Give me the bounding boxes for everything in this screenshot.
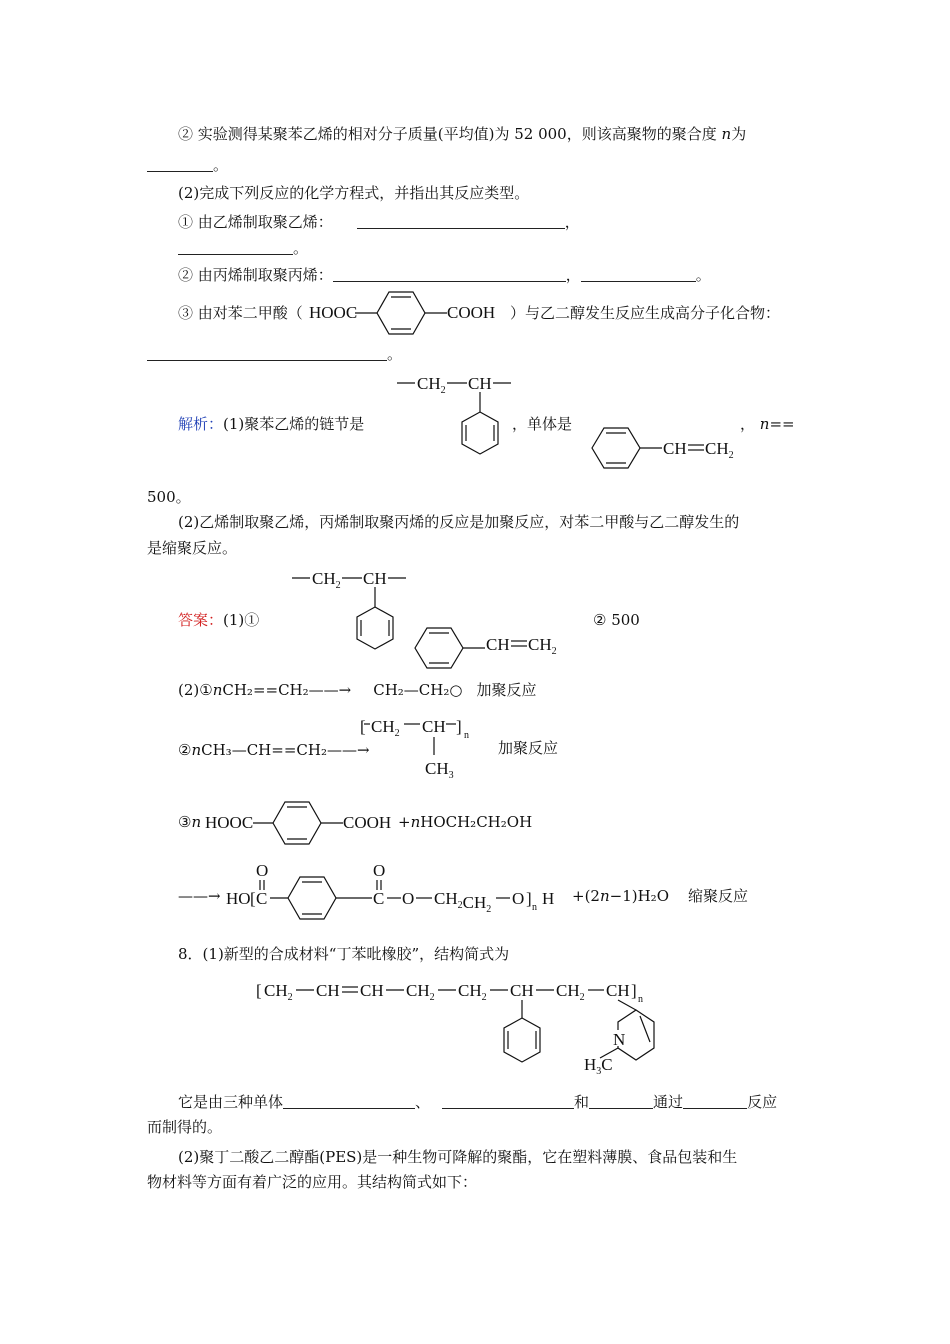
analysis-line1: [178, 414, 364, 434]
eq3-n: n: [599, 887, 610, 905]
svg-text:CH: CH: [316, 981, 340, 1000]
answer-blank: [589, 1093, 653, 1109]
svg-text:CH2: $CH_2$: [371, 717, 400, 739]
benzene-ring: [504, 1018, 540, 1062]
eq3-n: n: [191, 813, 202, 831]
eq2-type: 加聚反应: [498, 739, 559, 757]
answer-styrene-monomer: [415, 620, 585, 676]
svg-text:CH2: $CH_2$: [528, 635, 557, 657]
benzene-ring: [415, 628, 463, 668]
q8-monomers-pre: 它是由三种单体: [178, 1093, 284, 1111]
svg-text:O: O: [256, 861, 269, 880]
svg-text:[: [: [256, 981, 262, 1000]
svg-text:n: n: [638, 994, 643, 1005]
answer-blank: [333, 266, 566, 282]
answer-blank: [683, 1093, 747, 1109]
eq2-arrow: ——→: [326, 741, 370, 759]
q7-part2-item1: [178, 212, 580, 232]
svg-text:CH: CH: [360, 981, 384, 1000]
eq3-water-b: −1)H₂O: [609, 887, 669, 905]
answer-blank: [147, 156, 213, 172]
q7-n-variable: n: [721, 125, 732, 143]
eq1-pre: (2)①: [178, 681, 213, 699]
svg-text:CH2: $CH_2$: [417, 374, 446, 396]
q8-via: 通过: [653, 1093, 684, 1111]
benzene-ring: [592, 428, 640, 468]
svg-text:CH: CH: [606, 981, 630, 1000]
styrene-monomer: [592, 420, 762, 476]
svg-text:CH2: $CH_2$: [705, 439, 734, 461]
svg-text:[: [: [250, 889, 256, 908]
answer-blank: [147, 345, 387, 361]
svg-text:]: ]: [631, 981, 637, 1000]
benzene-ring: [273, 802, 321, 844]
svg-text:CH: CH: [663, 439, 687, 458]
q7-period: 。: [695, 266, 711, 284]
analysis-label: 解析：: [178, 415, 224, 433]
svg-text:CH: CH: [486, 635, 510, 654]
svg-text:CH2: $CH_2$: [556, 981, 585, 1003]
eq3-type: 缩聚反应: [688, 887, 749, 905]
answer-label: 答案：: [178, 611, 224, 629]
q7-part1-item2: [178, 124, 746, 144]
svg-text:CH: CH: [468, 374, 492, 393]
polypropylene-structure: [360, 712, 500, 781]
q7-answer-line-n: [147, 155, 228, 175]
q8-p1-end: 而制得的。: [147, 1118, 223, 1136]
answer-blank: [581, 266, 696, 282]
svg-text:C: C: [256, 889, 268, 908]
q7-comma: ，: [564, 213, 580, 231]
eq1-n: n: [212, 681, 223, 699]
cooh-label: COOH: [343, 813, 392, 832]
answer-part1: (1)①: [223, 611, 260, 629]
svg-text:C: C: [373, 889, 385, 908]
q7-period: 。: [213, 156, 229, 174]
terephthalic-acid-structure: [305, 285, 535, 341]
eq3-reagent: HOCH₂CH₂OH: [420, 813, 533, 831]
hooc-label: HOOC: [205, 813, 254, 832]
svg-text:CH: CH: [510, 981, 534, 1000]
analysis-n-equals: n==: [759, 415, 795, 433]
eq3-arrow: ——→: [178, 887, 221, 905]
eq1-arrow: ——→: [308, 681, 352, 699]
q7-part2-heading: (2)完成下列反应的化学方程式，并指出其反应类型。: [178, 184, 530, 202]
svg-text:HO: HO: [226, 889, 251, 908]
svg-text:CH2: $CH_2$: [458, 981, 487, 1003]
eq2-reactant: CH₃—CH==CH₂: [201, 741, 327, 759]
answer-terephthalic-acid: [203, 795, 403, 851]
answer-blank: [283, 1093, 415, 1109]
hooc-label: HOOC: [309, 303, 358, 322]
answer-eq3-reagent: [398, 812, 532, 832]
eq3-plus: +: [398, 813, 411, 831]
svg-text:CH2: $CH_2$: [406, 981, 435, 1003]
q7-part1-item2-end: 为: [731, 125, 747, 143]
q7-part2-item1-text: ① 由乙烯制取聚乙烯：: [178, 213, 333, 231]
svg-text:O: O: [373, 861, 386, 880]
polystyrene-repeat-unit: [395, 370, 525, 470]
svg-text:[: [: [360, 717, 366, 736]
analysis-cont: 500。: [147, 488, 191, 506]
analysis-text2: ，单体是: [512, 415, 573, 433]
benzene-ring: [288, 877, 336, 919]
svg-text:CH2: $CH_2$: [312, 569, 341, 591]
q8-p1: 8．(1)新型的合成材料“丁苯吡橡胶”，结构简式为: [178, 945, 510, 963]
svg-text:O: O: [402, 889, 415, 908]
q7-part2-item3-post: ）与乙二醇发生反应生成高分子化合物：: [510, 304, 781, 322]
eq2-n: n: [191, 741, 202, 759]
answer-part1-b: ② 500: [593, 611, 640, 629]
svg-text:N: N: [613, 1030, 626, 1049]
answer-polystyrene-repeat-unit: [290, 565, 420, 665]
q7-period: 。: [293, 239, 309, 257]
benzene-ring: [377, 292, 425, 334]
answer-blank: [178, 239, 293, 255]
q7-part1-item2-text: ② 实验测得某聚苯乙烯的相对分子质量(平均值)为 52 000，则该高聚物的聚合度: [178, 125, 717, 143]
analysis-text1: (1)聚苯乙烯的链节是: [223, 415, 365, 433]
benzene-ring: [357, 607, 393, 649]
analysis-text3: [740, 414, 795, 434]
analysis-p2-line2: 是缩聚反应。: [147, 539, 238, 557]
cooh-label: COOH: [447, 303, 496, 322]
eq1-product: CH₂—CH₂○: [373, 681, 463, 699]
q7-part2-item3-pre: ③ 由对苯二甲酸（: [178, 304, 303, 322]
q7-part2-item2: [178, 265, 711, 285]
svg-text:CH3: $CH_3$: [425, 759, 454, 781]
svg-text:H: H: [542, 889, 555, 908]
eq3-pre: ③: [178, 813, 192, 831]
analysis-comma: ，: [740, 415, 756, 433]
svg-text:CH2: $CH_2$: [264, 981, 293, 1003]
q8-p2-line1: (2)聚丁二酸乙二醇酯(PES)是一种生物可降解的聚酯，它在塑料薄膜、食品包装和生: [178, 1148, 738, 1166]
svg-text:CH2CH2: $CH_2CH_2$: [434, 889, 492, 915]
q8-rxn: 反应: [747, 1093, 778, 1111]
eq1-reactant: CH₂==CH₂: [222, 681, 309, 699]
benzene-ring: [462, 412, 498, 454]
analysis-p2-line1: (2)乙烯制取聚乙烯，丙烯制取聚丙烯的反应是加聚反应，对苯二甲酸与乙二醇发生的: [178, 513, 740, 531]
answer-blank: [442, 1093, 574, 1109]
svg-text:n: n: [532, 902, 537, 913]
svg-text:CH: CH: [363, 569, 387, 588]
svg-text:O: O: [512, 889, 525, 908]
q8-p2-line2: 物材料等方面有着广泛的应用。其结构简式如下：: [147, 1173, 478, 1191]
eq2-pre: ②: [178, 741, 192, 759]
q7-part2-item2-text: ② 由丙烯制取聚丙烯：: [178, 266, 333, 284]
eq3-water: [572, 886, 669, 906]
eq3-n: n: [410, 813, 421, 831]
q8-sep: 、: [415, 1093, 431, 1111]
q8-and: 和: [574, 1093, 590, 1111]
q8-p1-monomers: [178, 1092, 777, 1112]
svg-text:n: n: [464, 730, 469, 741]
answer-eq3-pre: [178, 812, 201, 832]
svg-text:]: ]: [526, 889, 532, 908]
answer-blank: [357, 213, 565, 229]
q7-period: 。: [387, 345, 403, 363]
svg-text:CH: CH: [422, 717, 446, 736]
pet-polyester-structure: [226, 858, 586, 924]
answer-eq2: [178, 740, 370, 760]
eq3-water-a: +(2: [572, 887, 600, 905]
q7-part2-item3-blank: [147, 344, 402, 364]
butadiene-styrene-pyridine-rubber: [256, 970, 696, 1085]
eq1-type: 加聚反应: [476, 681, 537, 699]
answer-eq1: [178, 680, 536, 700]
svg-text:]: ]: [456, 717, 462, 736]
q7-comma: ，: [565, 266, 581, 284]
svg-text:H3C: $H_3C$: [584, 1055, 613, 1077]
q7-part2-item1-blank2: [178, 238, 308, 258]
answer-line1: [178, 610, 259, 630]
